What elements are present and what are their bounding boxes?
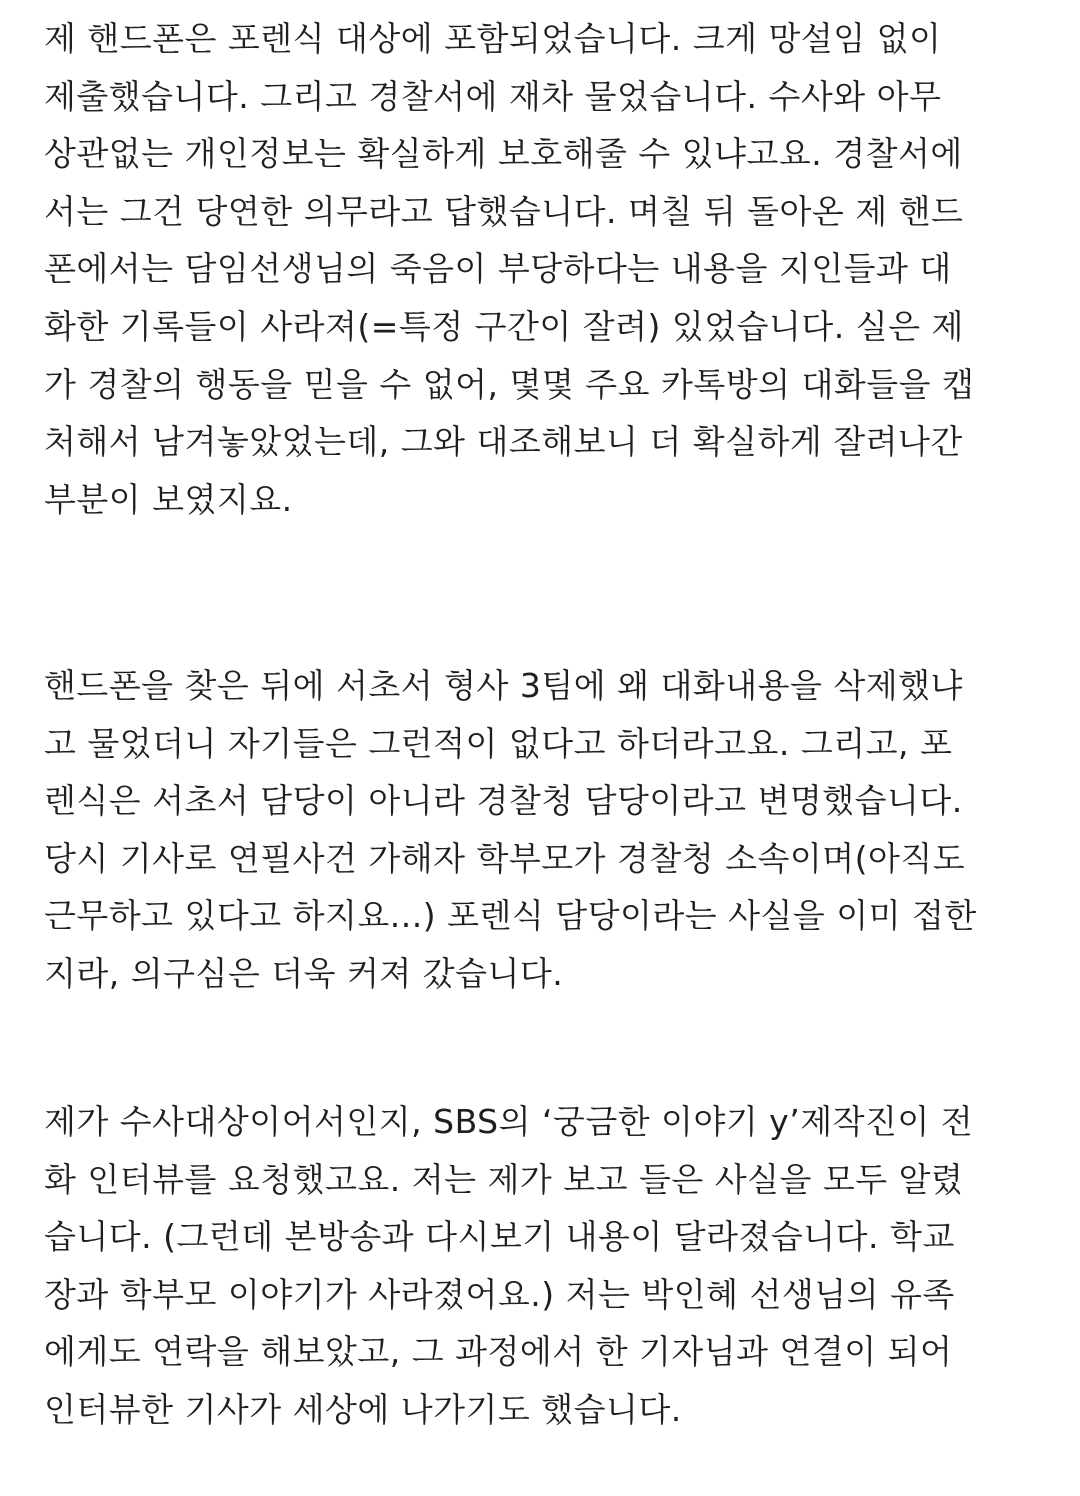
text-line: 에게도 연락을 해보았고, 그 과정에서 한 기자님과 연결이 되어	[44, 1332, 953, 1372]
text-line: 처해서 남겨놓았었는데, 그와 대조해보니 더 확실하게 잘려나간	[44, 422, 963, 462]
text-line: 부분이 보였지요.	[44, 479, 293, 519]
paragraph-forensics	[44, 10, 974, 528]
text-line: 서는 그건 당연한 의무라고 답했습니다. 며칠 뒤 돌아온 제 핸드	[44, 191, 964, 231]
text-line: 근무하고 있다고 하지요...) 포렌식 담당이라는 사실을 이미 접한	[44, 896, 977, 936]
text-line: 화 인터뷰를 요청했고요. 저는 제가 보고 들은 사실을 모두 알렸	[44, 1159, 964, 1199]
text-line: 고 물었더니 자기들은 그런적이 없다고 하더라고요. 그리고, 포	[44, 723, 953, 763]
text-line: 제가 수사대상이어서인지, SBS의 ‘궁금한 이야기 y’제작진이 전	[44, 1102, 974, 1141]
text-line: 당시 기사로 연필사건 가해자 학부모가 경찰청 소속이며(아직도	[44, 838, 966, 878]
text-line: 상관없는 개인정보는 확실하게 보호해줄 수 있냐고요. 경찰서에	[44, 134, 963, 174]
text-line: 제출했습니다. 그리고 경찰서에 재차 물었습니다. 수사와 아무	[44, 76, 942, 116]
text-line: 폰에서는 담임선생님의 죽음이 부당하다는 내용을 지인들과 대	[44, 249, 952, 289]
text-line: 화한 기록들이 사라져(=특정 구간이 잘려) 있었습니다. 실은 제	[44, 306, 964, 346]
paragraph-interview	[44, 1093, 973, 1439]
text-line: 인터뷰한 기사가 세상에 나가기도 했습니다.	[44, 1389, 682, 1429]
text-line: 습니다. (그런데 본방송과 다시보기 내용이 달라졌습니다. 학교	[44, 1217, 955, 1257]
text-line: 핸드폰을 찾은 뒤에 서초서 형사 3팀에 왜 대화내용을 삭제했냐	[44, 666, 963, 705]
text-line: 렌식은 서초서 담당이 아니라 경찰청 담당이라고 변명했습니다.	[44, 781, 963, 821]
text-line: 장과 학부모 이야기가 사라졌어요.) 저는 박인혜 선생님의 유족	[44, 1274, 955, 1314]
text-line: 지라, 의구심은 더욱 커져 갔습니다.	[44, 953, 564, 993]
text-line: 제 핸드폰은 포렌식 대상에 포함되었습니다. 크게 망설임 없이	[44, 19, 942, 58]
paragraph-police-response	[44, 657, 977, 1003]
text-line: 가 경찰의 행동을 믿을 수 없어, 몇몇 주요 카톡방의 대화들을 캡	[44, 364, 975, 404]
